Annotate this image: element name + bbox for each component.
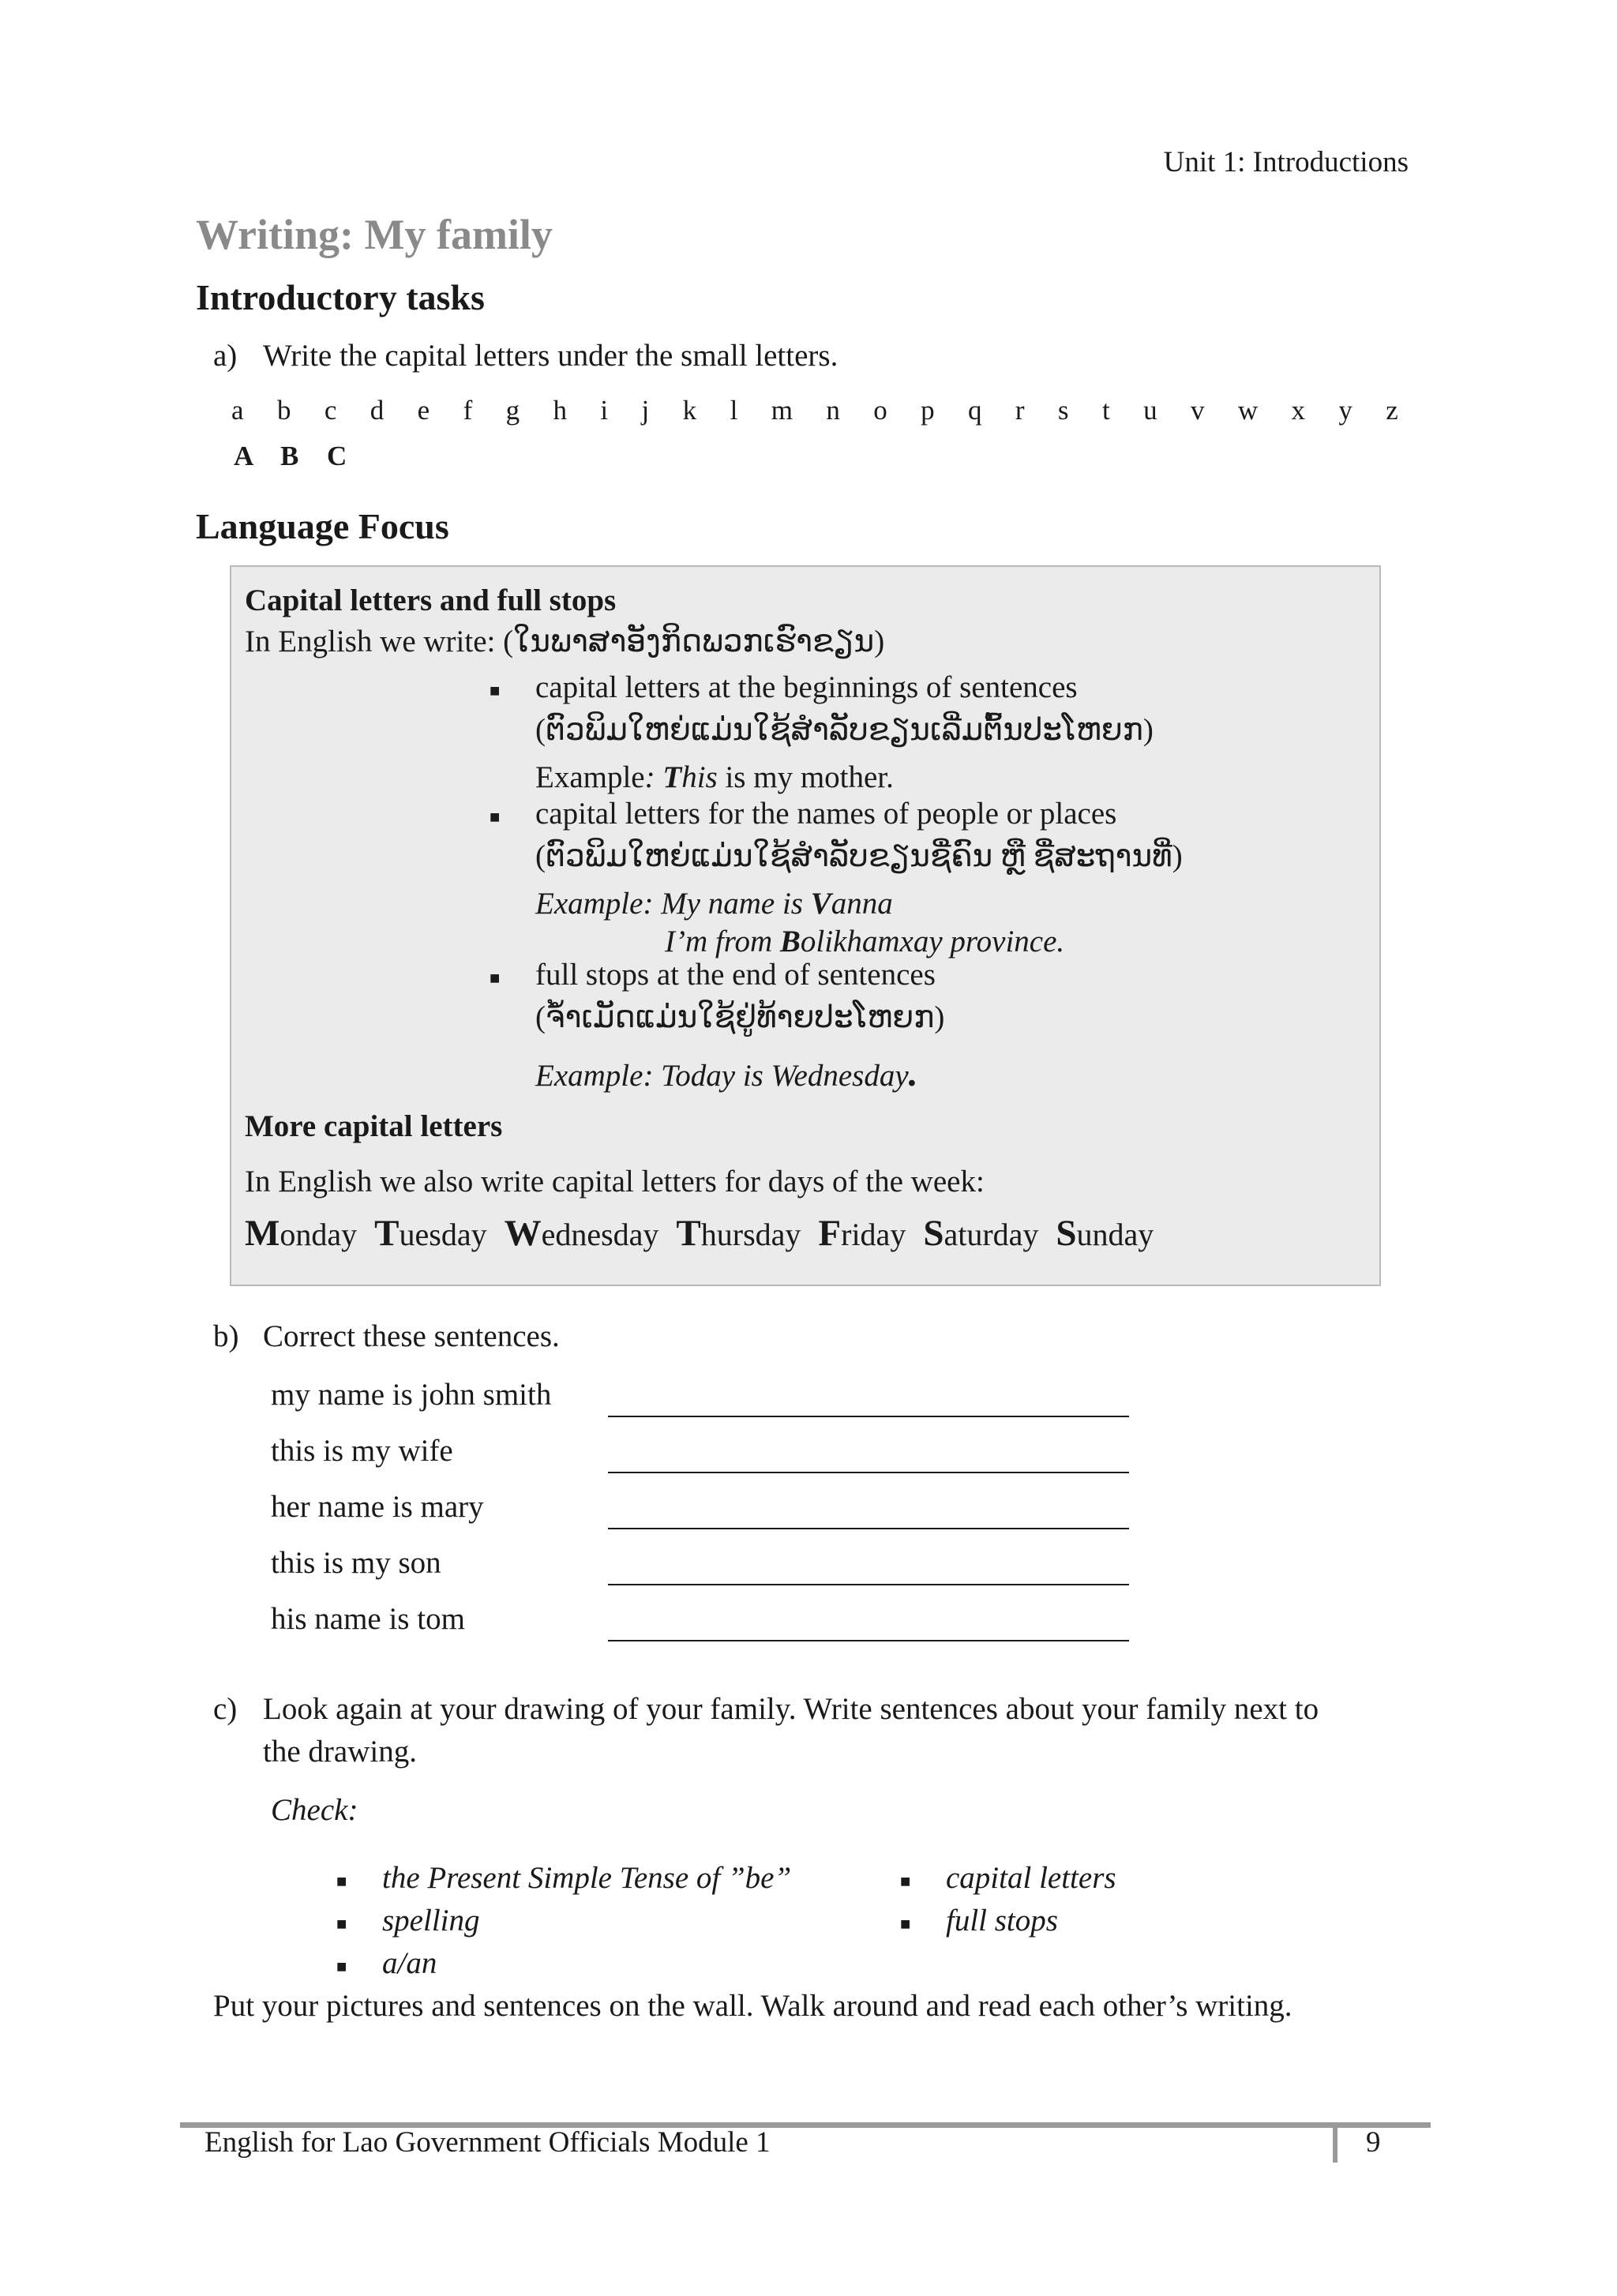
- small-letter: t: [1101, 395, 1110, 426]
- small-letters-row: [231, 395, 1398, 426]
- bullet-icon: ■: [490, 807, 501, 827]
- small-letter: z: [1386, 395, 1398, 426]
- small-letter: b: [276, 395, 291, 426]
- example4: [535, 1052, 918, 1095]
- small-letter: o: [873, 395, 887, 426]
- bullet-icon: ■: [336, 1871, 347, 1891]
- bullet1-text: capital letters at the beginnings of sentences: [535, 670, 1078, 704]
- small-letter: a: [231, 395, 244, 426]
- answer-line-4[interactable]: [608, 1584, 1129, 1585]
- capital-letter: B: [280, 441, 299, 471]
- small-letter: d: [370, 395, 385, 426]
- small-letter: f: [463, 395, 473, 426]
- check-label: Check:: [271, 1793, 358, 1827]
- small-letter: s: [1057, 395, 1069, 426]
- day-friday: Friday: [818, 1213, 906, 1254]
- task-b-text: Correct these sentences.: [263, 1319, 560, 1353]
- example3-prefix: I’m from: [665, 925, 780, 959]
- check-item-present-simple: the Present Simple Tense of ”be”: [382, 1861, 792, 1895]
- more-capitals-text: In English we also write capital letters for days of the week:: [245, 1165, 985, 1199]
- small-letter: m: [771, 395, 793, 426]
- example3: [665, 924, 1064, 959]
- page-title: Writing: My family: [196, 211, 553, 258]
- answer-line-2[interactable]: [608, 1472, 1129, 1473]
- example3-capital: B: [779, 925, 801, 959]
- small-letter: n: [826, 395, 840, 426]
- day-wednesday: Wednesday: [504, 1213, 659, 1254]
- sentence-1: my name is john smith: [271, 1378, 552, 1412]
- task-c-line1: Look again at your drawing of your family. Write sentences about your family next to: [263, 1692, 1319, 1726]
- bullet3-lao: (ຈ້ຳເມັດແມ່ນໃຊ້ຢູ່ທ້າຍປະໂຫຍກ): [535, 1000, 945, 1034]
- box-title: Capital letters and full stops: [245, 583, 617, 617]
- bullet-icon: ■: [490, 968, 501, 988]
- small-letter: v: [1190, 395, 1205, 426]
- days-of-week: [245, 1212, 1154, 1255]
- day-monday: Monday: [245, 1213, 358, 1254]
- capital-letter: A: [234, 441, 254, 471]
- example1: [535, 760, 894, 795]
- small-letter: x: [1291, 395, 1306, 426]
- check-item-spelling: spelling: [382, 1904, 480, 1938]
- footer-title: English for Lao Government Officials Module 1: [204, 2126, 771, 2159]
- example2: [535, 886, 893, 921]
- sentence-2: this is my wife: [271, 1434, 453, 1468]
- answer-line-5[interactable]: [608, 1640, 1129, 1641]
- small-letter: i: [600, 395, 609, 426]
- closing-instruction: Put your pictures and sentences on the wall. Walk around and read each other’s writing.: [213, 1989, 1292, 2023]
- sentence-5: his name is tom: [271, 1602, 465, 1636]
- small-letter: y: [1338, 395, 1353, 426]
- example2-rest: anna: [831, 887, 893, 921]
- example1-his: his: [681, 760, 718, 794]
- example4-text: Example: Today is Wednesday: [535, 1059, 909, 1093]
- day-tuesday: Tuesday: [374, 1213, 487, 1254]
- task-c-line2: the drawing.: [263, 1735, 417, 1769]
- bullet-icon: ■: [490, 681, 501, 700]
- small-letter: w: [1237, 395, 1259, 426]
- sentence-4: this is my son: [271, 1546, 441, 1580]
- capital-letter: C: [327, 441, 347, 471]
- task-b-label: b): [213, 1319, 239, 1353]
- small-letter: l: [730, 395, 738, 426]
- check-item-articles: a/an: [382, 1946, 437, 1980]
- example4-full-stop: .: [908, 1052, 918, 1094]
- check-item-capitals: capital letters: [946, 1861, 1116, 1895]
- bullet-icon: ■: [900, 1871, 911, 1891]
- day-saturday: Saturday: [923, 1213, 1039, 1254]
- task-c-label: c): [213, 1692, 238, 1726]
- more-capitals-title: More capital letters: [245, 1109, 503, 1143]
- bullet-icon: ■: [900, 1914, 911, 1934]
- small-letter: e: [417, 395, 430, 426]
- capital-letters-row: [234, 441, 373, 472]
- box-intro-line: In English we write: (ໃນພາສາອັງກິດພວກເຮົາຂຽນ): [245, 625, 885, 658]
- check-item-full-stops: full stops: [946, 1904, 1058, 1938]
- small-letter: g: [505, 395, 520, 426]
- small-letter: p: [921, 395, 935, 426]
- small-letter: k: [682, 395, 697, 426]
- example2-prefix: Example: My name is: [535, 887, 811, 921]
- small-letter: h: [553, 395, 568, 426]
- bullet2-text: capital letters for the names of people or places: [535, 797, 1117, 831]
- small-letter: c: [324, 395, 337, 426]
- bullet-icon: ■: [336, 1914, 347, 1934]
- focus-heading: Language Focus: [196, 506, 449, 546]
- sentence-3: her name is mary: [271, 1490, 484, 1524]
- small-letter: q: [967, 395, 982, 426]
- running-header: Unit 1: Introductions: [1163, 146, 1409, 178]
- intro-heading: Introductory tasks: [196, 277, 485, 317]
- day-sunday: Sunday: [1056, 1213, 1154, 1254]
- example3-rest: olikhamxay province.: [800, 925, 1065, 959]
- small-letter: j: [641, 395, 650, 426]
- day-thursday: Thursday: [676, 1213, 801, 1254]
- page-number: 9: [1366, 2126, 1381, 2159]
- small-letter: u: [1143, 395, 1157, 426]
- footer-divider: [1333, 2122, 1337, 2163]
- example1-prefix: Example: [535, 760, 645, 794]
- bullet3-text: full stops at the end of sentences: [535, 958, 936, 992]
- task-a-text: Write the capital letters under the small letters.: [263, 339, 839, 373]
- bullet2-lao: (ຕົວພິມໃຫຍ່ແມ່ນໃຊ້ສຳລັບຂຽນຊື່ຄົນ ຫຼື ຊື່ສະຖານທີ່): [535, 839, 1183, 873]
- task-a-label: a): [213, 339, 238, 373]
- bullet-icon: ■: [336, 1956, 347, 1976]
- small-letter: r: [1015, 395, 1025, 426]
- example2-capital: V: [810, 887, 831, 921]
- example1-rest: is my mother.: [717, 760, 894, 794]
- bullet1-lao: (ຕົວພິມໃຫຍ່ແມ່ນໃຊ້ສຳລັບຂຽນເລີ່ມຕົ້ນປະໂຫຍກ): [535, 713, 1154, 747]
- example1-colon: :: [644, 760, 663, 794]
- answer-line-3[interactable]: [608, 1528, 1129, 1529]
- answer-line-1[interactable]: [608, 1416, 1129, 1417]
- example1-capital: T: [662, 760, 682, 794]
